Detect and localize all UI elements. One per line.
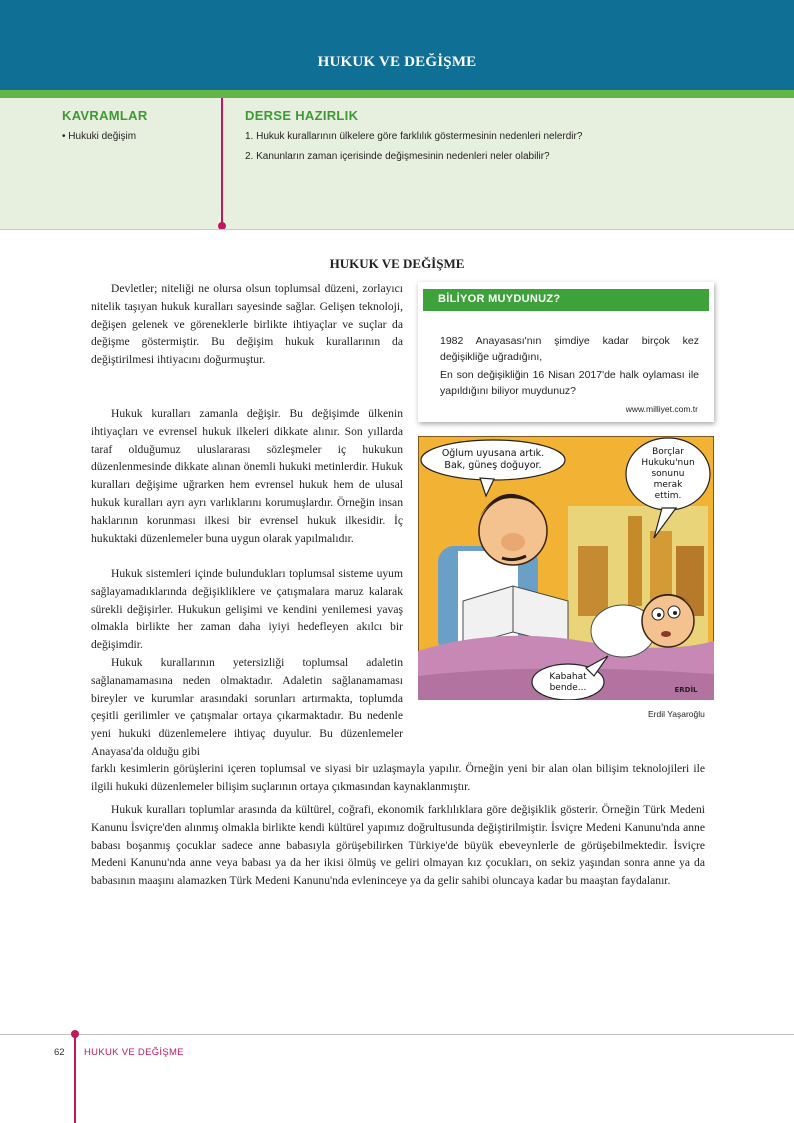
section-title: HUKUK VE DEĞİŞME [329, 256, 465, 271]
preparation-question-1: 1. Hukuk kurallarının ülkelere göre farklılık göstermesinin nedenleri nelerdir? [245, 131, 583, 142]
body-paragraph-2: Hukuk kuralları zamanla değişir. Bu değişimde ülkenin ihtiyaçları ve evrensel hukuk ilkeleri dikkate alınır. Son yıllarda taraf olduğumuz uluslararası sözleşmeler iç hukukun düzenlenmesinde dikkate alınan önemli hukuki metinlerdir. Hukuk kuralları değişime uğrarken hem evrensel hukuk hem de ulusal hukuk kuralları ayrı ayrı varlıklarını korumuşlardır. Örneğin insan haklarının korunması ilkesi bir evrensel hukuk ilkesidir. İç hukuktaki düzenlemeler buna uygun olarak yapılmalıdır. [91, 407, 403, 545]
footer-title: HUKUK VE DEĞİŞME [84, 1047, 184, 1058]
cartoon-bubble-bottom-line-1: Kabahat [549, 672, 587, 682]
prep-box [0, 98, 794, 229]
did-you-know-header [423, 289, 709, 311]
body-paragraph-5: Hukuk kuralları toplumlar arasında da kültürel, coğrafi, ekonomik farklılıklara göre değişiklik gösterir. Örneğin Türk Medeni Kanunu İsviçre'den alınmış olmakla birlikte kendi kültürel yapımız doğrultusunda değiştirilmiştir. İsviçre Medeni Kanunu'nda anne babası boşanmış çocuklar sadece anne babasıyla görüşebilirken Türkiye'de büyük ebeveynlerle de görüşebilmektedir. İsviçre Medeni Kanunu'nda anne veya babası ya da her ikisi ölmüş ve geliri olmayan kız çocukları, on sekiz yaşından sonra anne ya da babasının maaşını alamazken Türk Medeni Kanunu'nda evleninceye ya da gelir sahibi oluncaya kadar bu maaştan faydalanır. [91, 803, 705, 888]
preparation-heading: DERSE HAZIRLIK [245, 108, 359, 123]
did-you-know-title: BİLİYOR MUYDUNUZ? [438, 293, 561, 305]
header-bar [0, 0, 794, 90]
concepts-heading: KAVRAMLAR [62, 108, 148, 123]
cartoon-illustration [418, 436, 714, 700]
cartoon-bubble-right-line-2: Hukuku'nun [641, 458, 695, 468]
cartoon-bubble-bottom-line-2: bende... [549, 683, 587, 693]
footer-vertical-rule [74, 1034, 76, 1123]
body-paragraph-4-cont: farklı kesimlerin görüşlerini içeren toplumsal ve siyasi bir uzlaşmayla yapılır. Örneğin yeni bir alan olan bilişim teknolojileri ile ilgili hukuki düzenlemeler bilişim suçlarının ortaya çıkmasından kaynaklanmıştır. [91, 762, 705, 793]
did-you-know-line-1: 1982 Anayasası'nın şimdiye kadar birçok kez değişikliğe uğradığını, [440, 335, 699, 363]
footer-dot [71, 1030, 79, 1038]
body-paragraph-1: Devletler; niteliği ne olursa olsun toplumsal düzeni, zorlayıcı nitelik taşıyan hukuk kuralları sayesinde sağlar. Gelişen teknoloji, değişen gelenek ve göreneklerle birlikte ihtiyaçlar ve suçlar da değişme göstermiştir. Bu değişim hukuk kurallarının da değiştirilmesi ihtiyacını doğurmuştur. [91, 282, 403, 367]
prep-divider [221, 98, 223, 229]
did-you-know-box [418, 282, 714, 422]
concept-item: • Hukuki değişim [62, 131, 137, 142]
header-divider [0, 90, 794, 98]
cartoon-caption: Erdil Yaşaroğlu [648, 709, 705, 719]
cartoon-bubble-right-line-4: merak [653, 480, 683, 490]
cartoon-bubble-right-line-5: ettim. [654, 491, 682, 501]
did-you-know-source: www.milliyet.com.tr [625, 404, 698, 414]
preparation-question-2: 2. Kanunların zaman içerisinde değişmesinin nedenleri neler olabilir? [245, 151, 550, 162]
cartoon-bubble-left-line-1: Oğlum uyusana artık. [441, 448, 545, 459]
did-you-know-line-2: En son değişikliğin 16 Nisan 2017'de halk oylaması ile yapıldığını biliyor muydunuz? [440, 369, 699, 397]
page-number: 62 [54, 1047, 65, 1058]
cartoon-bubble-right-line-3: sonunu [651, 469, 685, 479]
header-title: HUKUK VE DEĞİŞME [317, 54, 477, 70]
footer-divider [0, 1034, 794, 1035]
body-paragraph-4: Hukuk kurallarının yetersizliği toplumsal adaletin sağlanamamasına neden olmaktadır. Adaletin sağlanamaması bireyler ve kurumlar arasındaki sorunları artırmakta, toplumda çeşitli gerilimler ve çatışmalar ortaya çıkarmaktadır. Bu nedenle yeni hukuki düzenlemelere ihtiyaç duyulur. Bu düzenlemeler Anayasa'da olduğu gibi [91, 656, 403, 758]
section-separator [0, 229, 794, 230]
cartoon-signature: ERDİL [674, 686, 698, 694]
cartoon-bubble-right-line-1: Borçlar [652, 447, 684, 457]
cartoon-bubble-left-line-2: Bak, güneş doğuyor. [444, 460, 542, 471]
body-paragraph-3: Hukuk sistemleri içinde bulundukları toplumsal sisteme uyum sağlayamadıklarında değişikliklere ve çatışmalara maruz kalarak sürekli değişirler. Hukukun gelişimi ve kendini yenilemesi yavaş olmakla birlikte her zaman daha iyiyi hedefleyen akılcı bir değişimdir. [91, 567, 403, 652]
